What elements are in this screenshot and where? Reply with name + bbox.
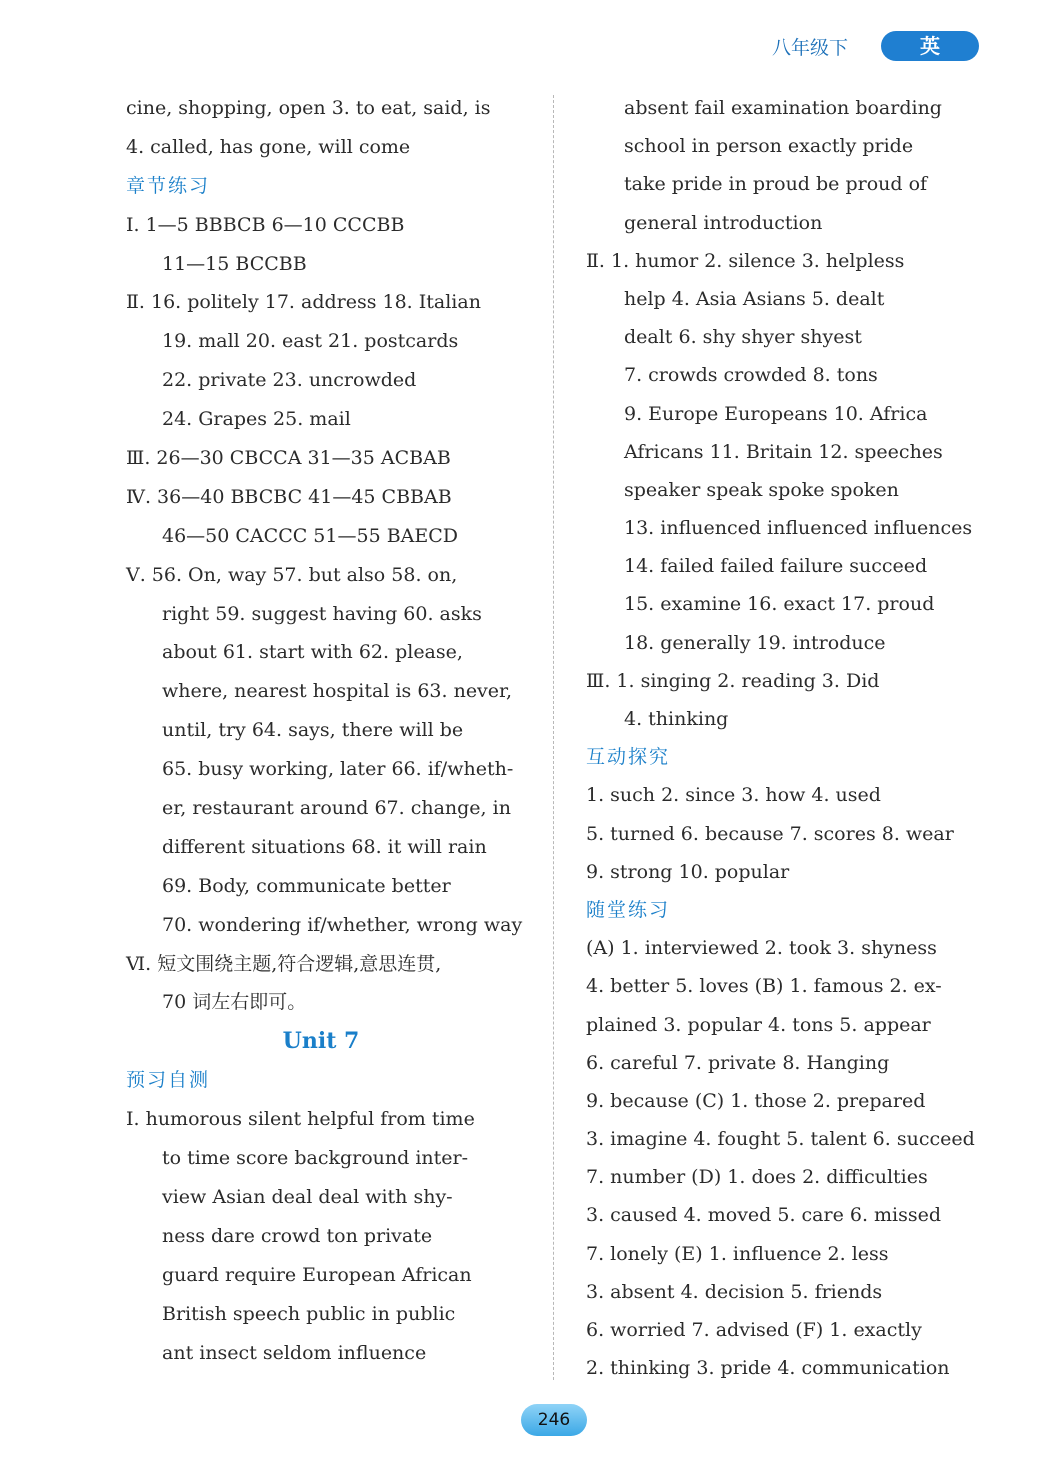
- section-heading: 随堂练习: [586, 898, 671, 921]
- answer-line: plained 3. popular 4. tons 5. appear: [586, 1013, 931, 1036]
- left-column: [126, 89, 536, 1372]
- answer-line: British speech public in public: [162, 1302, 456, 1325]
- answer-line: absent fail examination boarding: [624, 97, 942, 119]
- answer-line: 24. Grapes 25. mail: [162, 408, 351, 431]
- answer-line: Ⅲ. 26—30 CBCCA 31—35 ACBAB: [126, 447, 451, 470]
- answer-line: 3. caused 4. moved 5. care 6. missed: [586, 1204, 942, 1227]
- answer-line: Africans 11. Britain 12. speeches: [624, 440, 943, 463]
- section-heading: 互动探究: [586, 746, 671, 769]
- answer-line: 11—15 BCCBB: [162, 252, 307, 275]
- answer-line: 9. Europe Europeans 10. Africa: [624, 402, 928, 425]
- answer-line: ant insect seldom influence: [162, 1341, 427, 1364]
- page-number: 246: [521, 1404, 587, 1436]
- right-column: [586, 89, 1006, 1387]
- answer-line: (A) 1. interviewed 2. took 3. shyness: [586, 937, 937, 960]
- answer-line: Ⅵ. 短文围绕主题,符合逻辑,意思连贯,: [126, 952, 442, 975]
- answer-line: er, restaurant around 67. change, in: [162, 797, 511, 820]
- answer-line: Ⅳ. 36—40 BBCBC 41—45 CBBAB: [126, 485, 452, 508]
- answer-line: 7. number (D) 1. does 2. difficulties: [586, 1166, 928, 1189]
- answer-line: 2. thinking 3. pride 4. communication: [586, 1357, 950, 1380]
- answer-line: 70. wondering if/whether, wrong way: [162, 913, 523, 936]
- answer-line: 9. strong 10. popular: [586, 860, 790, 883]
- answer-line: 6. worried 7. advised (F) 1. exactly: [586, 1319, 922, 1341]
- answer-line: right 59. suggest having 60. asks: [162, 602, 482, 625]
- answer-line: speaker speak spoke spoken: [624, 478, 899, 501]
- answer-line: Ⅰ. humorous silent helpful from time: [126, 1108, 475, 1131]
- unit-title: Unit 7: [282, 1028, 360, 1055]
- answer-line: about 61. start with 62. please,: [162, 641, 463, 664]
- answer-line: 5. turned 6. because 7. scores 8. wear: [586, 822, 954, 845]
- section-heading: 章节练习: [126, 174, 211, 197]
- answer-line: 18. generally 19. introduce: [624, 631, 886, 654]
- answer-line: ness dare crowd ton private: [162, 1224, 433, 1247]
- answer-line: help 4. Asia Asians 5. dealt: [624, 287, 885, 310]
- answer-line: 19. mall 20. east 21. postcards: [162, 330, 459, 353]
- answer-line: guard require European African: [162, 1263, 472, 1286]
- answer-line: Ⅴ. 56. On, way 57. but also 58. on,: [126, 563, 458, 586]
- answer-line: cine, shopping, open 3. to eat, said, is: [126, 97, 491, 119]
- answer-line: 4. called, has gone, will come: [126, 135, 411, 158]
- answer-line: dealt 6. shy shyer shyest: [624, 326, 862, 349]
- answer-line: 4. better 5. loves (B) 1. famous 2. ex-: [586, 975, 942, 998]
- subject-badge: 英 语: [881, 31, 979, 61]
- answer-line: 9. because (C) 1. those 2. prepared: [586, 1089, 926, 1112]
- answer-line: to time score background inter-: [162, 1147, 469, 1170]
- answer-line: different situations 68. it will rain: [162, 835, 487, 858]
- answer-line: 69. Body, communicate better: [162, 874, 451, 897]
- answer-line: 46—50 CACCC 51—55 BAECD: [162, 524, 459, 547]
- answer-line: 14. failed failed failure succeed: [624, 555, 928, 578]
- answer-line: 3. imagine 4. fought 5. talent 6. succeed: [586, 1128, 975, 1151]
- answer-line: Ⅲ. 1. singing 2. reading 3. Did: [586, 669, 880, 692]
- answer-line: 3. absent 4. decision 5. friends: [586, 1280, 883, 1303]
- answer-line: 6. careful 7. private 8. Hanging: [586, 1051, 890, 1074]
- column-divider: [553, 95, 554, 1380]
- grade-label: 八年级下: [772, 37, 849, 59]
- answer-line: school in person exactly pride: [624, 135, 914, 158]
- answer-line: Ⅱ. 1. humor 2. silence 3. helpless: [586, 249, 905, 272]
- answer-line: general introduction: [624, 211, 823, 234]
- answer-line: 7. crowds crowded 8. tons: [624, 364, 878, 387]
- answer-line: 65. busy working, later 66. if/wheth-: [162, 758, 514, 781]
- answer-line: where, nearest hospital is 63. never,: [162, 680, 513, 703]
- answer-line: 7. lonely (E) 1. influence 2. less: [586, 1242, 889, 1265]
- answer-line: Ⅱ. 16. politely 17. address 18. Italian: [126, 291, 481, 314]
- answer-line: 13. influenced influenced influences: [624, 517, 973, 540]
- answer-line: view Asian deal deal with shy-: [162, 1185, 453, 1208]
- answer-line: 4. thinking: [624, 708, 729, 730]
- section-heading: 预习自测: [126, 1069, 211, 1092]
- answer-line: take pride in proud be proud of: [624, 173, 928, 196]
- answer-line: 1. such 2. since 3. how 4. used: [586, 784, 881, 807]
- answer-line: Ⅰ. 1—5 BBBCB 6—10 CCCBB: [126, 213, 405, 236]
- answer-line: 15. examine 16. exact 17. proud: [624, 593, 935, 616]
- answer-line: 22. private 23. uncrowded: [162, 369, 417, 392]
- answer-line: 70 词左右即可。: [162, 991, 307, 1014]
- answer-line: until, try 64. says, there will be: [162, 719, 464, 742]
